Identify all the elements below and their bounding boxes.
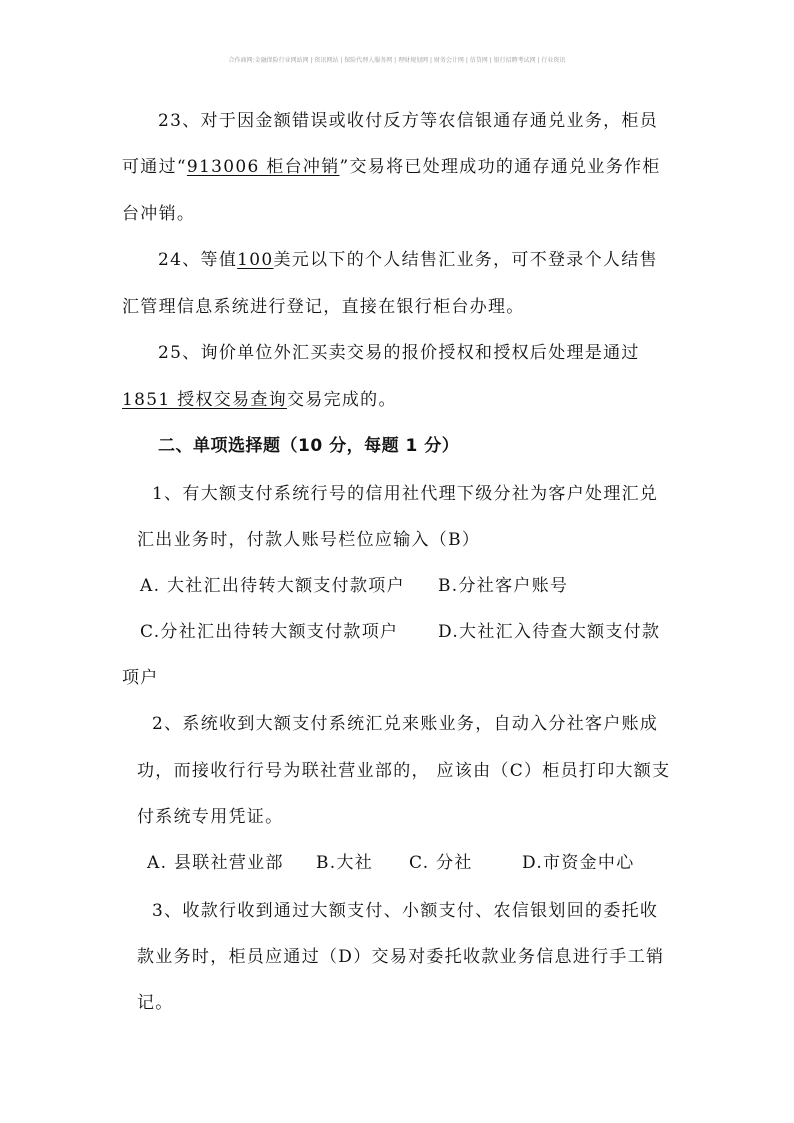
mc2-line-1: 2、系统收到大额支付系统汇兑来账业务，自动入分社客户账成 xyxy=(152,714,659,734)
mc1-line-2: 汇出业务时，付款人账号栏位应输入（B） xyxy=(137,530,481,550)
q23-line-1: 23、对于因金额错误或收付反方等农信银通存通兑业务，柜员 xyxy=(158,111,659,131)
q23-line-2-post: ”交易将已处理成功的通存通兑业务作柜 xyxy=(339,157,661,177)
mc1-option-a: A. 大社汇出待转大额支付款项户 xyxy=(140,576,405,596)
q25-line-2 xyxy=(122,389,397,411)
q24-answer: 100 xyxy=(237,250,274,270)
mc1-option-d-cont: 项户 xyxy=(122,668,159,688)
section-heading: 二、单项选择题（10 分，每题 1 分） xyxy=(158,436,460,456)
mc2-option-b: B.大社 xyxy=(316,853,374,873)
mc3-line-2: 款业务时，柜员应通过（D）交易对委托收款业务信息进行手工销 xyxy=(137,947,665,967)
q25-line-1: 25、询价单位外汇买卖交易的报价授权和授权后处理是通过 xyxy=(158,343,640,363)
page-header-banner: 合作商网:金融保险行业网站网 | 资讯网站 | 保险代理人服务网 | 理财规划网 | 财务会计网 | 信贷网 | 银行招聘考试网 | 行业资讯 xyxy=(228,57,566,64)
mc1-option-d: D.大社汇入待查大额支付款 xyxy=(438,622,661,642)
q23-answer: 913006 柜台冲销 xyxy=(186,157,340,177)
mc1-option-b: B.分社客户账号 xyxy=(438,576,569,596)
mc1-line-1: 1、有大额支付系统行号的信用社代理下级分社为客户处理汇兑 xyxy=(152,484,659,504)
q25-line-2-post: 交易完成的。 xyxy=(286,390,397,410)
q24-line-1 xyxy=(158,249,658,271)
mc2-line-3: 付系统专用凭证。 xyxy=(137,807,284,827)
q24-line-1-post: 美元以下的个人结售汇业务，可不登录个人结售 xyxy=(273,250,658,270)
q24-line-1-pre: 24、等值 xyxy=(158,250,238,270)
q23-line-2 xyxy=(122,156,661,178)
q24-line-2: 汇管理信息系统进行登记，直接在银行柜台办理。 xyxy=(122,297,525,317)
q23-line-3: 台冲销。 xyxy=(122,204,196,224)
q25-answer: 1851 授权交易查询 xyxy=(122,390,287,410)
q23-line-2-pre: 可通过“ xyxy=(122,157,187,177)
mc1-option-c: C.分社汇出待转大额支付款项户 xyxy=(140,622,399,642)
mc2-option-c: C. 分社 xyxy=(409,853,473,873)
mc2-line-2: 功，而接收行行号为联社营业部的， 应该由（C）柜员打印大额支 xyxy=(137,761,671,781)
mc2-option-d: D.市资金中心 xyxy=(522,853,635,873)
mc2-option-a: A. 县联社营业部 xyxy=(147,853,284,873)
mc3-line-3: 记。 xyxy=(137,993,174,1013)
mc3-line-1: 3、收款行收到通过大额支付、小额支付、农信银划回的委托收 xyxy=(152,901,659,921)
